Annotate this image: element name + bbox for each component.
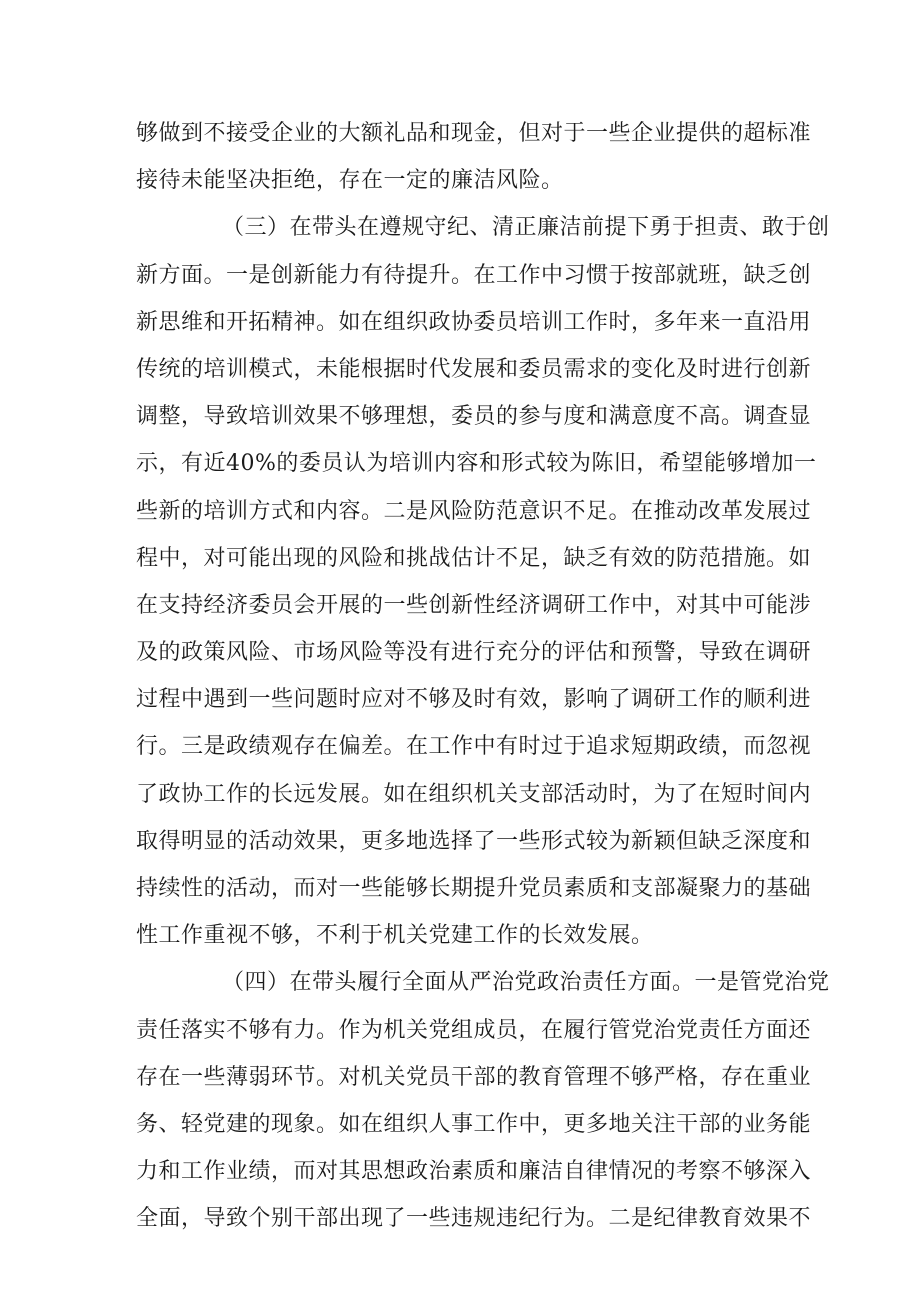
text-line: 些新的培训方式和内容。二是风险防范意识不足。在推动改革发展过 — [136, 498, 812, 524]
text-line: 程中，对可能出现的风险和挑战估计不足，缺乏有效的防范措施。如 — [136, 545, 812, 571]
text-line: 力和工作业绩，而对其思想政治素质和廉洁自律情况的考察不够深入 — [136, 1159, 812, 1185]
text-line: 务、轻党建的现象。如在组织人事工作中，更多地关注干部的业务能 — [136, 1111, 812, 1137]
text-line: 接待未能坚决拒绝，存在一定的廉洁风险。 — [136, 168, 564, 194]
text-line: 性工作重视不够，不利于机关党建工作的长效发展。 — [136, 923, 654, 949]
text-line: 存在一些薄弱环节。对机关党员干部的教育管理不够严格，存在重业 — [136, 1064, 812, 1090]
text-line: 示，有近40%的委员认为培训内容和形式较为陈旧，希望能够增加一 — [136, 451, 817, 477]
text-line: 行。三是政绩观存在偏差。在工作中有时过于追求短期政绩，而忽视 — [136, 734, 812, 760]
text-line: 责任落实不够有力。作为机关党组成员，在履行管党治党责任方面还 — [136, 1017, 812, 1043]
text-line: 取得明显的活动效果，更多地选择了一些形式较为新颖但缺乏深度和 — [136, 828, 812, 854]
text-line: 持续性的活动，而对一些能够长期提升党员素质和支部凝聚力的基础 — [136, 876, 812, 901]
document-page — [136, 110, 830, 1243]
text-line: 新思维和开拓精神。如在组织政协委员培训工作时，多年来一直沿用 — [136, 309, 812, 335]
text-line: 过程中遇到一些问题时应对不够及时有效，影响了调研工作的顺利进 — [136, 687, 812, 713]
paragraph-section-four — [136, 959, 830, 1242]
text-line: （三）在带头在遵规守纪、清正廉洁前提下勇于担责、敢于创 — [222, 215, 830, 241]
text-line: 及的政策风险、市场风险等没有进行充分的评估和预警，导致在调研 — [136, 640, 812, 666]
text-line: 调整，导致培训效果不够理想，委员的参与度和满意度不高。调查显 — [136, 404, 812, 430]
paragraph-continuation — [136, 110, 812, 204]
text-line: 传统的培训模式，未能根据时代发展和委员需求的变化及时进行创新 — [136, 356, 812, 382]
text-line: 了政协工作的长远发展。如在组织机关支部活动时，为了在短时间内 — [136, 781, 812, 807]
text-line: （四）在带头履行全面从严治党政治责任方面。一是管党治党 — [222, 970, 830, 996]
paragraph-section-three — [136, 204, 830, 959]
text-line: 够做到不接受企业的大额礼品和现金，但对于一些企业提供的超标准 — [136, 121, 812, 146]
text-line: 在支持经济委员会开展的一些创新性经济调研工作中，对其中可能涉 — [136, 592, 812, 618]
text-line: 全面，导致个别干部出现了一些违规违纪行为。二是纪律教育效果不 — [136, 1206, 812, 1232]
text-line: 新方面。一是创新能力有待提升。在工作中习惯于按部就班，缺乏创 — [136, 262, 812, 288]
